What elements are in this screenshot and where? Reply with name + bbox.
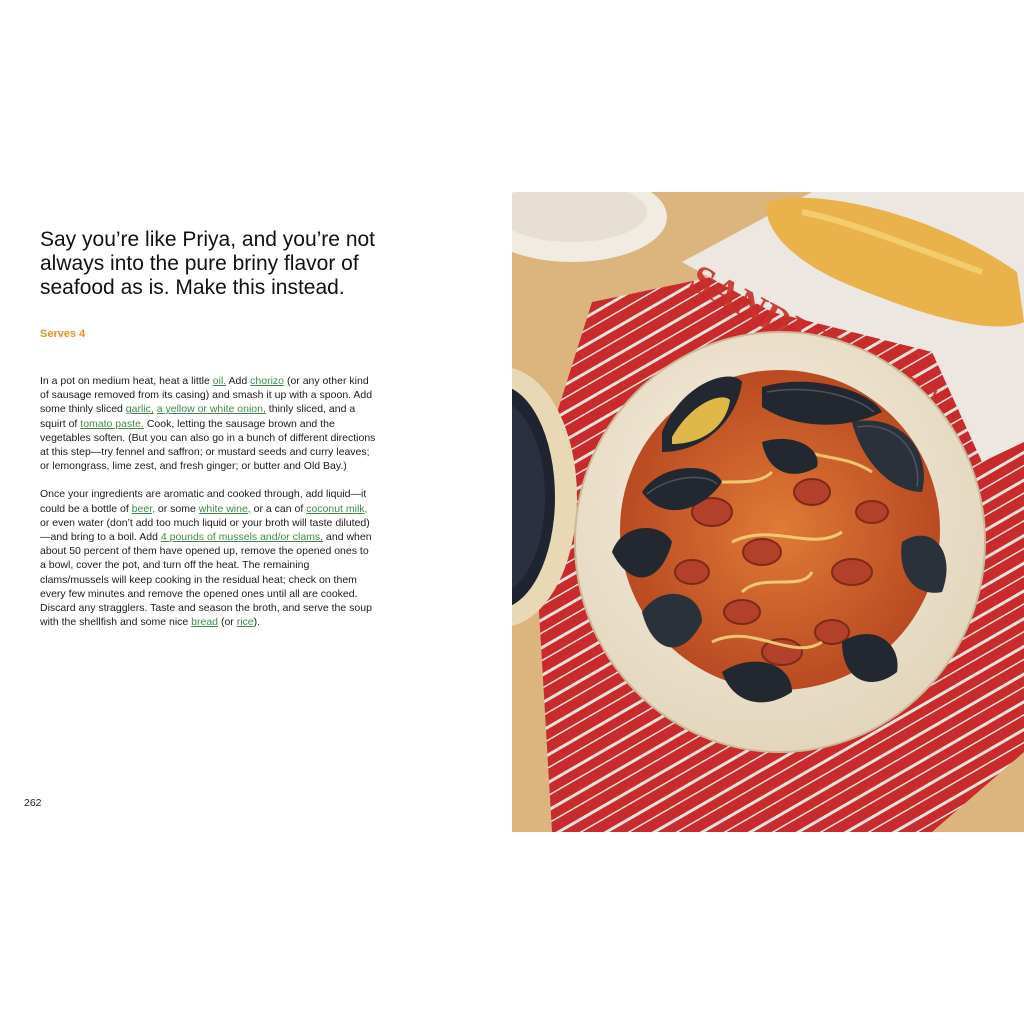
text-segment: (or: [218, 616, 237, 629]
link-bread[interactable]: bread: [191, 616, 219, 629]
paragraph-2: [40, 487, 376, 629]
link-oil[interactable]: oil.: [212, 375, 227, 387]
recipe-body: [40, 374, 376, 643]
serves-label: Serves 4: [40, 328, 86, 340]
text-segment: Once your ingredients are aromatic and cooked through, add liquid—it could be a bottle of: [40, 488, 367, 515]
link-mussels[interactable]: 4 pounds of mussels and/or clams,: [160, 531, 324, 544]
text-segment: and when about 50 percent of them have opened up, remove the opened ones to a bowl, cover the pot, and turn off the heat. The remaining clams/mussels will keep cooking in the residual heat; check on them every few minutes and remove the opened ones until all are cooked. Discard any stragglers. Taste and season the broth, and serve the soup with the shellfish and some nice: [40, 531, 372, 629]
text-segment: In a pot on medium heat, heat a little: [40, 375, 213, 387]
link-onion[interactable]: a yellow or white onion,: [156, 403, 266, 416]
text-segment: Add: [226, 375, 251, 387]
text-segment: or even water (don’t add too much liquid or your broth will taste diluted)—and bring to a boil. Add: [40, 516, 370, 544]
text-segment: (or any other kind of sausage removed from its casing) and smash it up with a spoon. Add some thinly sliced: [40, 375, 373, 416]
link-white-wine[interactable]: white wine,: [198, 502, 251, 515]
link-tomato-paste[interactable]: tomato paste.: [80, 417, 144, 430]
text-segment: or some: [155, 502, 199, 515]
text-segment: thinly sliced, and a squirt of: [40, 403, 356, 430]
link-coconut-milk[interactable]: coconut milk,: [306, 502, 368, 515]
recipe-headline: Say you’re like Priya, and you’re not always into the pure briny flavor of seafood as is. Make this instead.: [40, 228, 376, 299]
link-garlic[interactable]: garlic,: [125, 403, 154, 416]
text-segment: ).: [253, 616, 261, 629]
food-photo: [512, 192, 1024, 832]
link-rice[interactable]: rice: [236, 616, 254, 629]
text-segment: Cook, letting the sausage brown and the vegetables soften. (But you can also go in a bunch of different directions at this step—try fennel and saffron; or mustard seeds and curry leaves; or lemongrass, lime zest, and fresh ginger; or butter and Old Bay.): [40, 417, 376, 473]
link-chorizo[interactable]: chorizo: [250, 375, 285, 387]
text-segment: or a can of: [250, 502, 307, 515]
mussels-illustration: [512, 192, 1024, 832]
page-number: 262: [24, 797, 42, 809]
paragraph-1: [40, 374, 376, 473]
link-beer[interactable]: beer,: [131, 502, 156, 515]
